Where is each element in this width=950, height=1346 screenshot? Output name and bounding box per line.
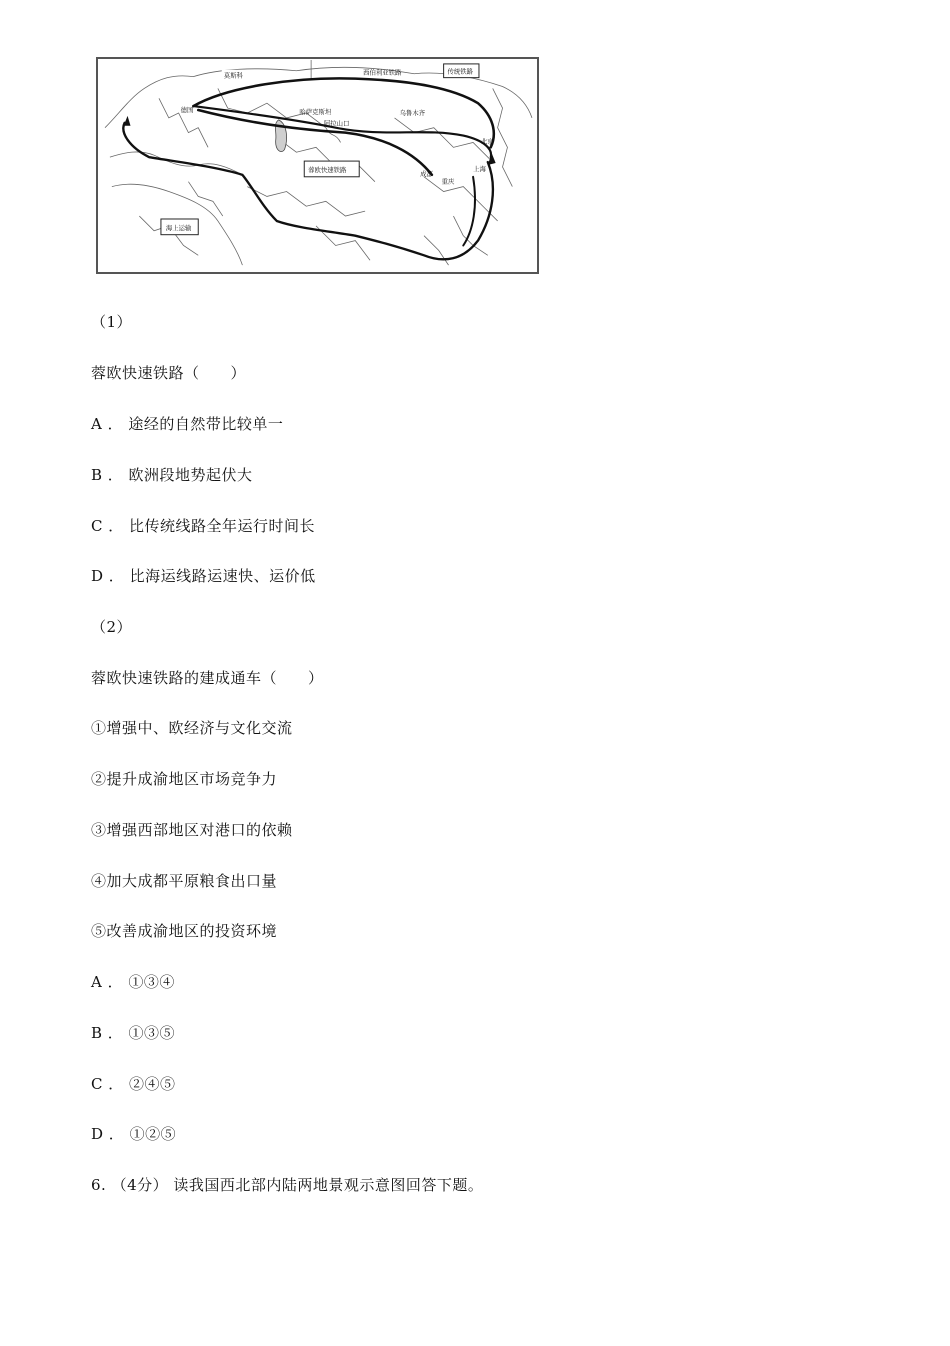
q1-option-b: B ． 欧洲段地势起伏大 [91,466,253,484]
route-arrow [488,153,496,165]
label-sea-route: 海上运输 [165,223,192,232]
label-shanghai: 上海 [473,164,486,173]
question-1-stem: 蓉欧快速铁路（ ） [91,364,247,382]
q2-option-b: B ． ①③⑤ [91,1024,176,1042]
q1-option-c: C ． 比传统线路全年运行时间长 [91,517,316,535]
route-arrow [124,116,131,126]
question-1-number: （1） [91,313,133,331]
route-map-figure [96,57,539,274]
q2-item-4: ④加大成都平原粮食出口量 [91,872,278,890]
q2-option-d: D ． ①②⑤ [91,1125,177,1143]
q2-item-3: ③增强西部地区对港口的依赖 [91,821,293,839]
q2-option-a: A ． ①③④ [91,973,175,991]
label-rongou-rail: 蓉欧快速铁路 [308,165,347,174]
label-kazakhstan: 哈萨克斯坦 [299,107,332,116]
q2-item-5: ⑤改善成渝地区的投资环境 [91,922,278,940]
q2-option-c: C ． ②④⑤ [91,1075,176,1093]
label-traditional-rail: 传统铁路 [447,67,474,76]
label-chongqing: 重庆 [441,177,455,186]
label-alashankou: 阿拉山口 [323,119,350,128]
label-trans-siberian: 西伯利亚铁路 [363,68,402,77]
label-beijing: 北京 [480,137,494,146]
q2-item-2: ②提升成渝地区市场竞争力 [91,770,278,788]
sea-route-branch [463,177,475,246]
label-germany: 德国 [180,106,194,115]
route-map [98,59,537,272]
question-2-number: （2） [91,618,133,636]
label-moscow: 莫斯科 [223,71,243,80]
label-chengdu: 成都 [420,169,433,178]
q1-option-d: D ． 比海运线路运速快、运价低 [91,567,316,585]
question-6: 6. （4分） 读我国西北部内陆两地景观示意图回答下题。 [91,1176,484,1194]
label-urumqi: 乌鲁木齐 [399,108,425,117]
q1-option-a: A ． 途经的自然带比较单一 [91,415,284,433]
q2-item-1: ①增强中、欧经济与文化交流 [91,719,293,737]
question-2-stem: 蓉欧快速铁路的建成通车（ ） [91,669,324,687]
